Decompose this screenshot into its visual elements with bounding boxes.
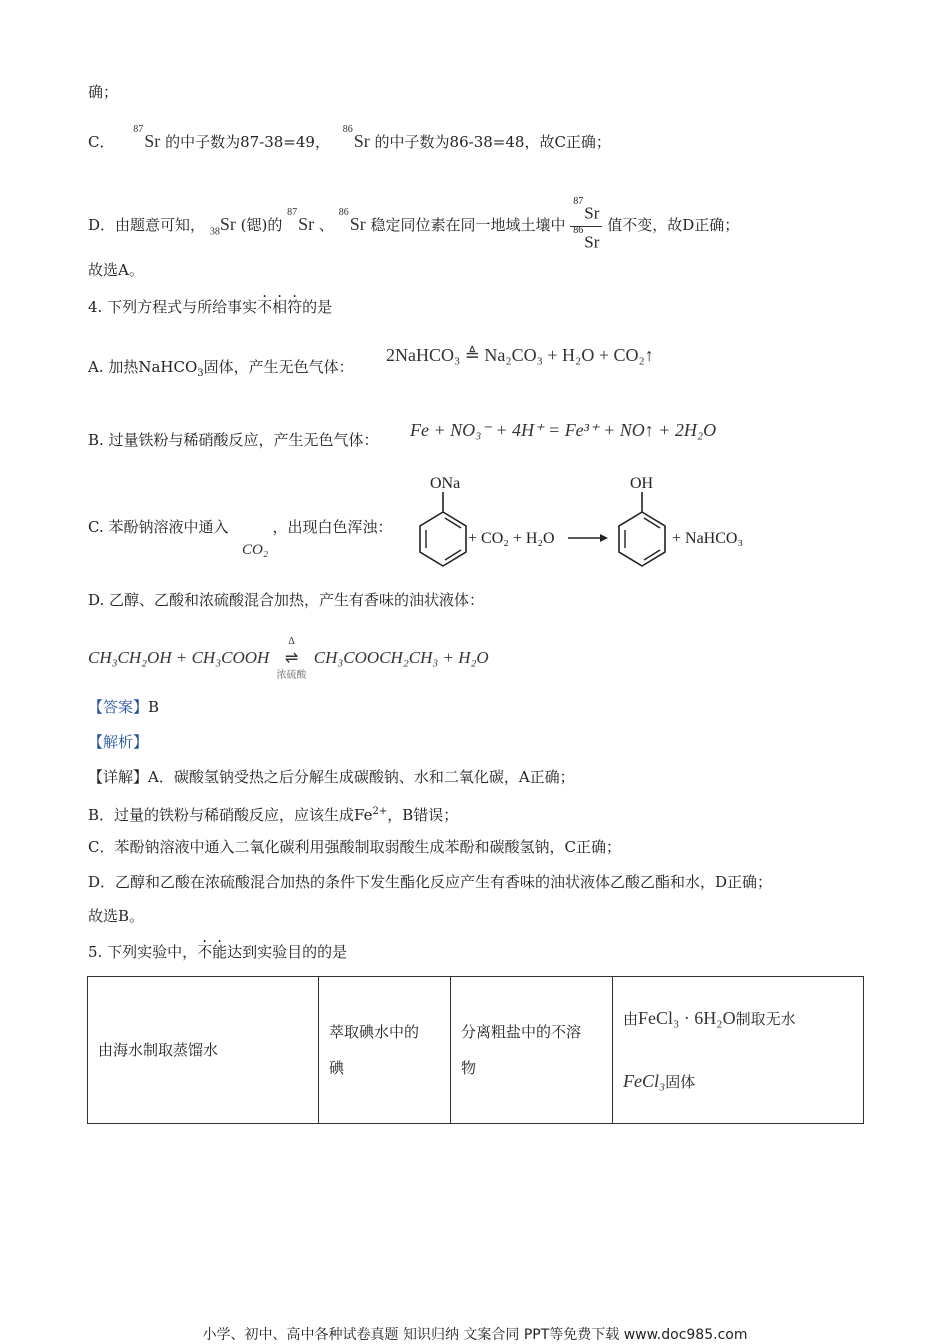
ring-double-bond [644,518,660,528]
text-line: 确； [88,83,119,101]
benzene-ring-left [420,512,466,566]
label: C． [88,133,115,151]
detail-b: B．过量的铁粉与稀硝酸反应，应该生成$Fe^{2+}$，B错误； [88,806,459,824]
co2-label: CO₂ [242,542,269,558]
text: 的中子数为86-38=48，故C正确； [374,133,611,151]
arrow-head [600,534,608,542]
answer-line: 【答案】B [88,698,160,716]
experiment-options-table [87,976,864,1124]
isotope-sr86: $^{86}$Sr [338,207,366,235]
product-text: + NaHCO₃ [672,530,744,547]
question-4-title: 4. 下列方程式与所给事实不相符的是 [88,298,333,316]
text: 的中子数为87-38=49， [165,133,330,151]
detail-d: D．乙醇和乙酸在浓硫酸混合加热的条件下发生酯化反应产生有香味的油状液体乙酸乙酯和水，D正确； [88,873,773,891]
text: D．由题意可知， [88,216,206,235]
text: (锶)的 [240,216,283,235]
question-5-title: 5. 下列实验中，不能达到实验目的的是 [88,943,348,961]
text: 稳定同位素在同一地域土壤中 [370,216,566,235]
ring-double-bond [644,550,660,560]
table-cell: 由FeCl₃ · 6H₂O制取无水 FeCl₃固体 [613,977,864,1124]
option-a: A. 加热NaHCO$_3$固体，产生无色气体： [88,358,354,379]
table-cell: 由海水制取蒸馏水 [88,977,319,1124]
option-d-explanation [88,196,740,252]
isotope-sr87: $^{87}$Sr [133,124,161,151]
equation-b: Fe + NO₃⁻ + 4H⁺ = Fe³⁺ + NO↑ + 2H₂O [410,420,717,440]
option-c-explanation [88,124,611,152]
option-d: D. 乙醇、乙酸和浓硫酸混合加热，产生有香味的油状液体： [88,591,485,609]
reaction-condition: Δ ⇌ 浓硫酸 [276,636,307,681]
ring-double-bond [445,550,461,560]
oh-label: OH [630,475,654,492]
detail-c: C．苯酚钠溶液中通入二氧化碳利用强酸制取弱酸生成苯酚和碳酸氢钠，C正确； [88,838,621,856]
isotope-ratio: $\frac{^{87}Sr}{^{86}Sr}$ [570,200,602,252]
analysis-tag: 【解析】 [88,733,149,751]
isotope-sr86: $^{86}$Sr [342,124,370,151]
isotope-sr87: $^{87}$Sr [287,207,315,235]
isotope-sr38: $_{38}$Sr [209,214,236,238]
text-line: 故选B。 [88,907,145,925]
reactant-text: + CO₂ + H₂O [468,530,555,547]
equation-a: 2NaHCO₃ ≜ Na₂CO₃ + H₂O + CO₂↑ [386,345,654,365]
table-cell: 萃取碘水中的 碘 [319,977,451,1124]
text-line: 故选A。 [88,261,144,279]
page-footer: 小学、初中、高中各种试卷真题 知识归纳 文案合同 PPT等免费下载 www.doc985.com [202,1327,748,1343]
detail-a: 【详解】A．碳酸氢钠受热之后分解生成碳酸钠、水和二氧化碳，A正确； [88,768,575,786]
ona-label: ONa [430,475,461,492]
phenol-reaction-diagram [410,470,760,570]
equation-d: CH₃CH₂OH + CH₃COOH Δ ⇌ 浓硫酸 CH₃COOCH₂CH₃ + H₂O [88,636,489,681]
text: 、 [318,216,334,235]
option-b: B. 过量铁粉与稀硝酸反应，产生无色气体： [88,431,379,449]
option-c: C. 苯酚钠溶液中通入 ，出现白色浑浊： [88,518,393,536]
text: 值不变，故D正确； [607,216,740,235]
ring-double-bond [445,518,461,528]
benzene-ring-right [619,512,665,566]
table-cell: 分离粗盐中的不溶 物 [451,977,613,1124]
